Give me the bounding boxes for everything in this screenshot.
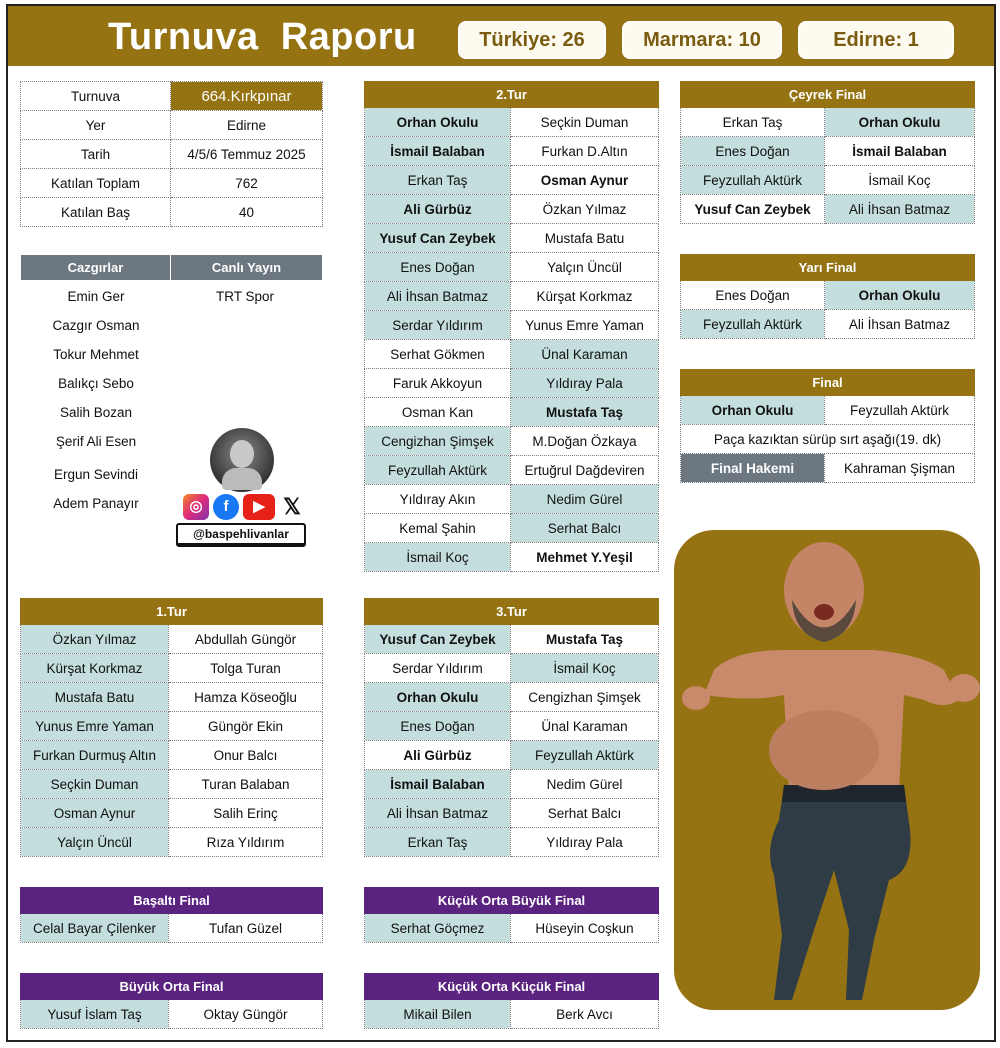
portrait-face [230, 440, 254, 468]
wrestler-cell: Furkan D.Altın [511, 137, 659, 166]
facebook-icon[interactable]: f [213, 494, 239, 520]
stat-edirne: Edirne: 1 [798, 21, 954, 59]
wrestler-cell: Kürşat Korkmaz [511, 282, 659, 311]
table-row [365, 712, 659, 741]
info-label: Katılan Toplam [21, 169, 171, 198]
table-row [365, 654, 659, 683]
table-row [681, 425, 975, 454]
table-row [365, 282, 659, 311]
wrestler-cell: Yıldıray Akın [365, 485, 511, 514]
wrestler-cell: Seçkin Duman [21, 770, 169, 799]
tur2-table [364, 81, 659, 572]
wrestler-cell: Güngör Ekin [169, 712, 323, 741]
instagram-icon[interactable]: ◎ [183, 494, 209, 520]
wrestler-cell: Yunus Emre Yaman [511, 311, 659, 340]
wrestler-cell: İsmail Koç [511, 654, 659, 683]
wrestler-cell: Feyzullah Aktürk [681, 310, 825, 339]
wrestler-cell: Tolga Turan [169, 654, 323, 683]
wrestler-cell: Ali İhsan Batmaz [825, 310, 975, 339]
table-row [365, 741, 659, 770]
wrestler-cell: Enes Doğan [681, 137, 825, 166]
table-row [365, 137, 659, 166]
table-row [365, 514, 659, 543]
wrestler-cell: Enes Doğan [365, 712, 511, 741]
wrestler-cell: Furkan Durmuş Altın [21, 741, 169, 770]
info-value: 4/5/6 Temmuz 2025 [171, 140, 323, 169]
yari-table [680, 254, 975, 339]
info-value: 762 [171, 169, 323, 198]
header-banner [8, 6, 994, 66]
final-detail: Paça kazıktan sürüp sırt aşağı(19. dk) [681, 425, 975, 454]
wrestler-cell: Yusuf İslam Taş [21, 1000, 169, 1029]
wrestler-cell: Osman Kan [365, 398, 511, 427]
table-row [365, 195, 659, 224]
basalti-title: Başaltı Final [21, 888, 323, 914]
wrestler-cell: Osman Aynur [21, 799, 169, 828]
cazgir-name: Ergun Sevindi [53, 467, 139, 482]
table-row [365, 770, 659, 799]
table-row [365, 311, 659, 340]
wrestler-cell: Kürşat Korkmaz [21, 654, 169, 683]
wrestler-cell: Ali Gürbüz [365, 195, 511, 224]
social-icons [183, 492, 307, 522]
wrestler-cell: İsmail Koç [365, 543, 511, 572]
info-label: Katılan Baş [21, 198, 171, 227]
wrestler-cell: Rıza Yıldırım [169, 828, 323, 857]
wrestler-cell: Serdar Yıldırım [365, 311, 511, 340]
page-title: Turnuva Raporu [108, 16, 417, 58]
wrestler-cell: Hüseyin Coşkun [511, 914, 659, 943]
wrestler-cell: Berk Avcı [511, 1000, 659, 1029]
winner-cell: Orhan Okulu [681, 396, 825, 425]
cazgir-name: Şerif Ali Esen [55, 434, 137, 449]
wrestler-cell: Yıldıray Pala [511, 828, 659, 857]
table-row [21, 799, 323, 828]
table-row [681, 310, 975, 339]
table-row [681, 195, 975, 224]
info-label: Turnuva [21, 82, 171, 111]
tur3-title: 3.Tur [365, 599, 659, 625]
tur2-title: 2.Tur [365, 82, 659, 108]
table-row [21, 683, 323, 712]
wrestler-cell: Erkan Taş [365, 166, 511, 195]
info-row [21, 198, 323, 227]
wrestler-cell: Mustafa Batu [21, 683, 169, 712]
table-row [681, 281, 975, 310]
cazgir-name: Tokur Mehmet [53, 347, 139, 362]
champion-photo [674, 530, 980, 1010]
cazgir-name: Emin Ger [67, 289, 125, 304]
wrestler-cell: Feyzullah Aktürk [681, 166, 825, 195]
wrestler-cell: Yunus Emre Yaman [21, 712, 169, 741]
x-icon[interactable]: 𝕏 [279, 494, 305, 520]
table-row [365, 828, 659, 857]
info-row [21, 140, 323, 169]
table-row [365, 485, 659, 514]
wrestler-cell: Tufan Güzel [169, 914, 323, 943]
wrestler-cell: Yusuf Can Zeybek [365, 224, 511, 253]
wrestler-cell: Serhat Göçmez [365, 914, 511, 943]
table-row [681, 454, 975, 483]
wrestler-cell: Ali İhsan Batmaz [365, 282, 511, 311]
stat-marmara: Marmara: 10 [622, 21, 782, 59]
wrestler-cell: Kemal Şahin [365, 514, 511, 543]
wrestler-cell: Feyzullah Aktürk [511, 741, 659, 770]
table-row [681, 108, 975, 137]
wrestler-cell: Nedim Gürel [511, 770, 659, 799]
wrestler-cell: Osman Aynur [511, 166, 659, 195]
stat-turkiye: Türkiye: 26 [458, 21, 606, 59]
wrestler-cell: Cengizhan Şimşek [511, 683, 659, 712]
wrestler-cell: Feyzullah Aktürk [365, 456, 511, 485]
wrestler-cell: Yıldıray Pala [511, 369, 659, 398]
referee-label: Final Hakemi [681, 454, 825, 483]
cazgir-list [22, 282, 170, 518]
yari-title: Yarı Final [681, 255, 975, 281]
cazgir-header-table [20, 254, 323, 281]
youtube-icon[interactable]: ▶ [243, 494, 275, 520]
canli-yayin-value: TRT Spor [215, 289, 275, 304]
ceyrek-table [680, 81, 975, 224]
canli-yayin-header: Canlı Yayın [171, 255, 323, 281]
wrestler-cell: Ali İhsan Batmaz [825, 195, 975, 224]
wrestler-cell: Mehmet Y.Yeşil [511, 543, 659, 572]
table-row [365, 799, 659, 828]
wrestler-cell: Yalçın Üncül [21, 828, 169, 857]
table-row [365, 253, 659, 282]
wrestler-cell: Ünal Karaman [511, 712, 659, 741]
wrestler-cell: Oktay Güngör [169, 1000, 323, 1029]
wrestler-illustration [674, 530, 980, 1010]
tur3-table [364, 598, 659, 857]
wrestler-cell: Ali İhsan Batmaz [365, 799, 511, 828]
table-row [21, 654, 323, 683]
kucuk-orta-buyuk-table [364, 887, 659, 943]
wrestler-cell: Enes Doğan [681, 281, 825, 310]
wrestler-cell: Celal Bayar Çilenker [21, 914, 169, 943]
table-row [365, 427, 659, 456]
table-row [21, 741, 323, 770]
buyuk-orta-title: Büyük Orta Final [21, 974, 323, 1000]
info-row [21, 111, 323, 140]
table-row [365, 625, 659, 654]
wrestler-cell: İsmail Balaban [825, 137, 975, 166]
table-row [21, 1000, 323, 1029]
wrestler-portrait [210, 428, 274, 492]
wrestler-cell: Yalçın Üncül [511, 253, 659, 282]
table-row [365, 224, 659, 253]
wrestler-cell: Yusuf Can Zeybek [365, 625, 511, 654]
wrestler-cell: Serhat Gökmen [365, 340, 511, 369]
kucuk-orta-kucuk-title: Küçük Orta Küçük Final [365, 974, 659, 1000]
final-table [680, 369, 975, 483]
wrestler-cell: M.Doğan Özkaya [511, 427, 659, 456]
table-row [365, 914, 659, 943]
wrestler-cell: Faruk Akkoyun [365, 369, 511, 398]
wrestler-cell: Özkan Yılmaz [511, 195, 659, 224]
basalti-table [20, 887, 323, 943]
table-row [21, 770, 323, 799]
wrestler-cell: Enes Doğan [365, 253, 511, 282]
cazgirlar-header: Cazgırlar [21, 255, 171, 281]
info-value: 664.Kırkpınar [171, 82, 323, 111]
info-label: Tarih [21, 140, 171, 169]
wrestler-cell: Erkan Taş [681, 108, 825, 137]
wrestler-cell: Ali Gürbüz [365, 741, 511, 770]
table-row [365, 398, 659, 427]
cazgir-name: Balıkçı Sebo [58, 376, 134, 391]
wrestler-cell: Seçkin Duman [511, 108, 659, 137]
ceyrek-title: Çeyrek Final [681, 82, 975, 108]
info-value: 40 [171, 198, 323, 227]
cazgir-name: Adem Panayır [53, 496, 139, 511]
wrestler-cell: Ünal Karaman [511, 340, 659, 369]
social-handle[interactable]: @baspehlivanlar [176, 523, 306, 547]
wrestler-cell: Nedim Gürel [511, 485, 659, 514]
kucuk-orta-buyuk-title: Küçük Orta Büyük Final [365, 888, 659, 914]
wrestler-cell: Abdullah Güngör [169, 625, 323, 654]
wrestler-cell: İsmail Balaban [365, 137, 511, 166]
table-row [681, 396, 975, 425]
wrestler-cell: Mikail Bilen [365, 1000, 511, 1029]
wrestler-cell: Serhat Balcı [511, 514, 659, 543]
wrestler-cell: Özkan Yılmaz [21, 625, 169, 654]
table-row [21, 828, 323, 857]
wrestler-cell: Cengizhan Şimşek [365, 427, 511, 456]
wrestler-cell: Serhat Balcı [511, 799, 659, 828]
wrestler-cell: Yusuf Can Zeybek [681, 195, 825, 224]
wrestler-cell: Mustafa Taş [511, 398, 659, 427]
wrestler-cell: Orhan Okulu [365, 683, 511, 712]
final-title: Final [681, 370, 975, 396]
table-row [365, 543, 659, 572]
table-row [681, 166, 975, 195]
wrestler-cell: Serdar Yıldırım [365, 654, 511, 683]
table-row [21, 914, 323, 943]
wrestler-cell: Orhan Okulu [365, 108, 511, 137]
info-row [21, 169, 323, 198]
wrestler-cell: Mustafa Taş [511, 625, 659, 654]
wrestler-cell: Mustafa Batu [511, 224, 659, 253]
wrestler-cell: İsmail Balaban [365, 770, 511, 799]
info-table [20, 81, 323, 227]
table-row [365, 340, 659, 369]
table-row [365, 166, 659, 195]
table-row [365, 683, 659, 712]
wrestler-cell: Orhan Okulu [825, 108, 975, 137]
portrait-body [222, 468, 262, 490]
table-row [21, 625, 323, 654]
cazgir-name: Salih Bozan [59, 405, 133, 420]
runner-up-cell: Feyzullah Aktürk [825, 396, 975, 425]
wrestler-cell: Hamza Köseoğlu [169, 683, 323, 712]
wrestler-cell: Erkan Taş [365, 828, 511, 857]
table-row [365, 369, 659, 398]
tur1-table [20, 598, 323, 857]
referee-name: Kahraman Şişman [825, 454, 975, 483]
cazgir-name: Cazgır Osman [52, 318, 140, 333]
info-value: Edirne [171, 111, 323, 140]
table-row [365, 456, 659, 485]
wrestler-cell: Salih Erinç [169, 799, 323, 828]
wrestler-cell: Turan Balaban [169, 770, 323, 799]
table-row [681, 137, 975, 166]
tur1-title: 1.Tur [21, 599, 323, 625]
table-row [365, 108, 659, 137]
table-row [21, 712, 323, 741]
info-label: Yer [21, 111, 171, 140]
wrestler-cell: Ertuğrul Dağdeviren [511, 456, 659, 485]
wrestler-cell: Onur Balcı [169, 741, 323, 770]
info-row [21, 82, 323, 111]
kucuk-orta-kucuk-table [364, 973, 659, 1029]
wrestler-cell: İsmail Koç [825, 166, 975, 195]
buyuk-orta-table [20, 973, 323, 1029]
table-row [365, 1000, 659, 1029]
wrestler-cell: Orhan Okulu [825, 281, 975, 310]
